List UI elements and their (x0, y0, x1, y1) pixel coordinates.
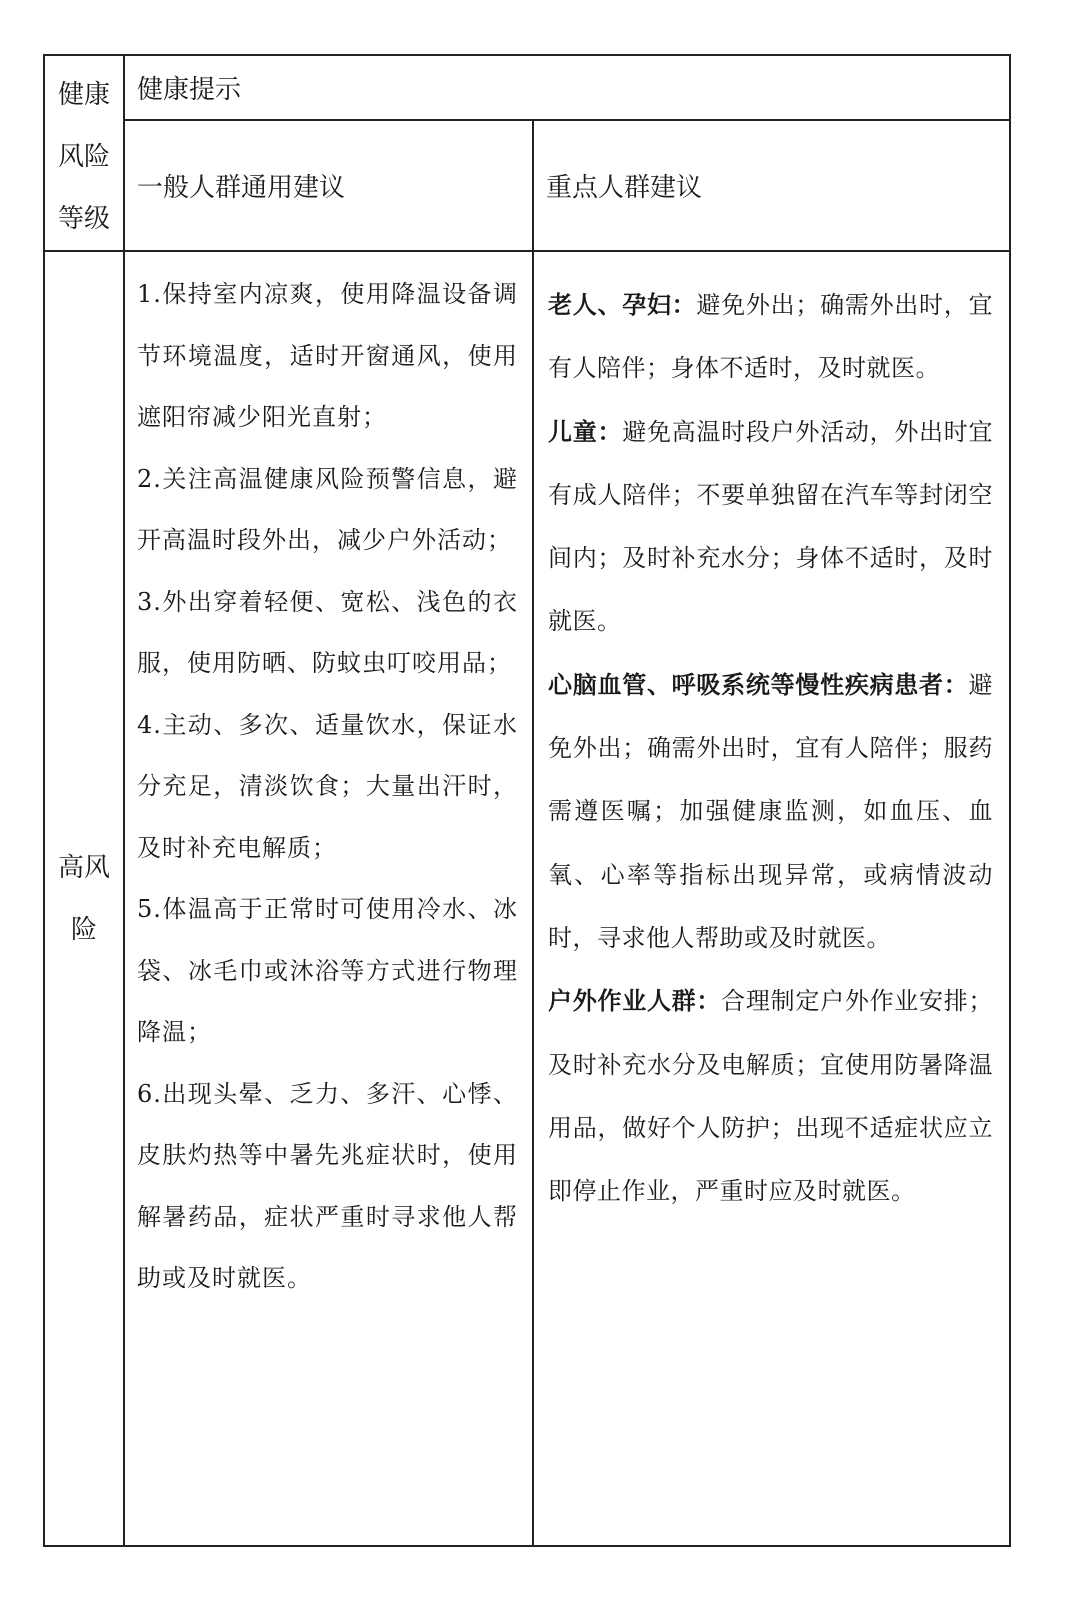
risk-level-header (44, 55, 124, 251)
risk-level-value (44, 251, 124, 1546)
general-advice-item: 6.出现头晕、乏力、多汗、心悸、皮肤灼热等中暑先兆症状时，使用解暑药品，症状严重时寻求他人帮助或及时就医。 (137, 1079, 518, 1292)
key-group-outdoor-workers (548, 970, 993, 1223)
risk-level-value-line: 高风 (57, 852, 110, 883)
general-advice-item: 2.关注高温健康风险预警信息，避开高温时段外出，减少户外活动； (137, 464, 518, 554)
key-group-name: 老人、孕妇： (548, 291, 697, 319)
general-population-header: 一般人群通用建议 (124, 120, 533, 251)
general-advice-cell (124, 251, 533, 1546)
risk-level-value-line: 险 (70, 914, 97, 945)
general-advice-item: 1.保持室内凉爽，使用降温设备调节环境温度，适时开窗通风，使用遮阳帘减少阳光直射； (137, 280, 518, 431)
key-group-children (548, 401, 993, 654)
key-group-chronic-patients (548, 654, 993, 970)
risk-level-header-line: 等级 (57, 204, 110, 234)
health-hint-header: 健康提示 (124, 55, 1010, 120)
key-group-name: 儿童： (548, 417, 623, 446)
key-population-header: 重点人群建议 (533, 120, 1010, 251)
health-advice-table (43, 54, 1011, 1547)
key-group-text: 合理制定户外作业安排；及时补充水分及电解质；宜使用防暑降温用品，做好个人防护；出现不适症状应立即停止作业，严重时应及时就医。 (548, 987, 994, 1206)
risk-level-header-line: 健康 (57, 80, 110, 110)
key-group-text: 避免高温时段户外活动，外出时宜有成人陪伴；不要单独留在汽车等封闭空间内；及时补充水分；身体不适时，及时就医。 (548, 417, 994, 636)
general-advice-item: 5.体温高于正常时可使用冷水、冰袋、冰毛巾或沐浴等方式进行物理降温； (137, 895, 518, 1046)
key-group-name: 户外作业人群： (548, 987, 722, 1016)
key-advice-cell (533, 251, 1010, 1546)
key-group-elderly-pregnant (548, 274, 993, 401)
general-advice-item: 3.外出穿着轻便、宽松、浅色的衣服，使用防晒、防蚊虫叮咬用品； (137, 587, 518, 677)
risk-level-header-line: 风险 (57, 142, 110, 172)
key-group-name: 心脑血管、呼吸系统等慢性疾病患者： (548, 670, 969, 699)
key-group-text: 避免外出；确需外出时，宜有人陪伴；身体不适时，及时就医。 (548, 291, 994, 383)
key-group-text: 避免外出；确需外出时，宜有人陪伴；服药需遵医嘱；加强健康监测，如血压、血氧、心率等指标出现异常，或病情波动时，寻求他人帮助或及时就医。 (548, 670, 994, 952)
general-advice-item: 4.主动、多次、适量饮水，保证水分充足，清淡饮食；大量出汗时，及时补充电解质； (137, 710, 518, 862)
